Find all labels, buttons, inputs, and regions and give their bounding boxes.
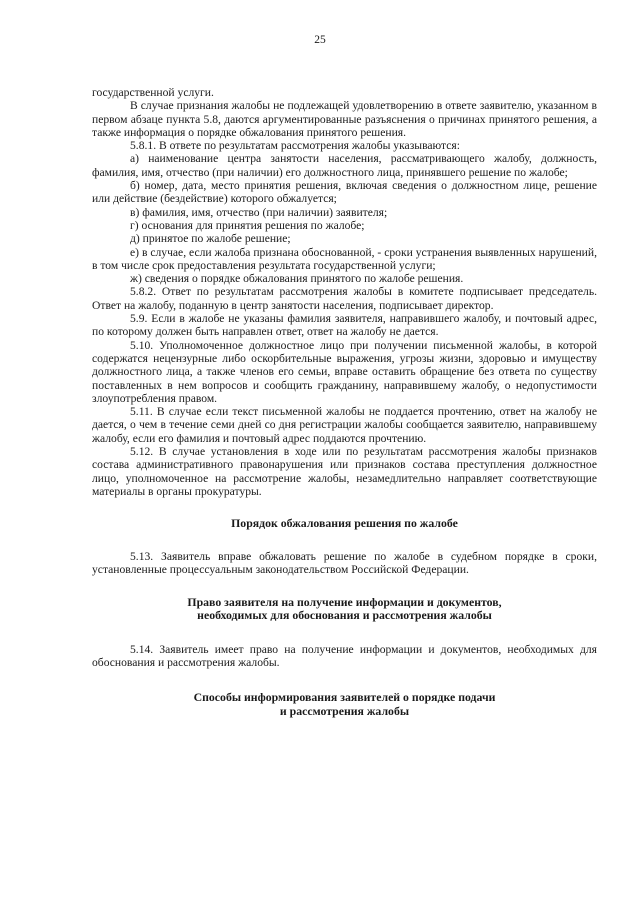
heading-right-to-information-line-2: необходимых для обоснования и рассмотрения жалобы xyxy=(197,608,492,623)
heading-informing-methods xyxy=(92,691,597,718)
paragraph: 5.12. В случае установления в ходе или по результатам рассмотрения жалобы признаков состава административного правонарушения или признаков состава преступления должностное лицо, уполномоченное на рассмотрение жалобы, незамедлительно направляет соответствующие материалы в органы прокуратуры. xyxy=(92,445,597,498)
paragraph: 5.10. Уполномоченное должностное лицо при получении письменной жалобы, в которой содержатся нецензурные либо оскорбительные выражения, угрозы жизни, здоровью и имуществу должностного лица, а также членов его семьи, вправе оставить обращение без ответа по существу поставленных в нем вопросов и сообщить гражданину, направившему жалобу, о недопустимости злоупотребления правом. xyxy=(92,338,597,405)
heading-right-to-information-line-1: Право заявителя на получение информации и документов, xyxy=(187,595,502,610)
paragraph: а) наименование центра занятости населения, рассматривающего жалобу, должность, фамилия, имя, отчество (при наличии) его должностного лица, принявшего решение по жалобе; xyxy=(92,152,597,179)
paragraph: е) в случае, если жалоба признана обоснованной, - сроки устранения выявленных нарушений, в том числе срок предоставления результата государственной услуги; xyxy=(92,245,597,272)
paragraph: 5.8.2. Ответ по результатам рассмотрения жалобы в комитете подписывает председатель. Ответ на жалобу, поданную в центр занятости населения, подписывает директор. xyxy=(92,285,597,312)
paragraph: ж) сведения о порядке обжалования принятого по жалобе решения. xyxy=(130,272,464,286)
paragraph: 5.11. В случае если текст письменной жалобы не поддается прочтению, ответ на жалобу не дается, о чем в течение семи дней со дня регистрации жалобы сообщается заявителю, направившему жалобу, если его фамилия и почтовый адрес поддаются прочтению. xyxy=(92,405,597,445)
paragraph: д) принятое по жалобе решение; xyxy=(130,232,291,246)
paragraph: в) фамилия, имя, отчество (при наличии) заявителя; xyxy=(130,205,388,219)
paragraph: 5.8.1. В ответе по результатам рассмотрения жалобы указываются: xyxy=(130,139,460,153)
paragraph: г) основания для принятия решения по жалобе; xyxy=(130,218,365,232)
heading-right-to-information xyxy=(92,596,597,623)
paragraph: 5.9. Если в жалобе не указаны фамилия заявителя, направившего жалобу, и почтовый адрес, по которому должен быть направлен ответ, ответ на жалобу не дается. xyxy=(92,312,597,339)
paragraph: государственной услуги. xyxy=(92,86,214,99)
paragraph: б) номер, дата, место принятия решения, включая сведения о должностном лице, решение или действие (бездействие) которого обжалуется; xyxy=(92,179,597,206)
page-number: 25 xyxy=(314,34,326,46)
heading-appeal-procedure: Порядок обжалования решения по жалобе xyxy=(231,516,458,531)
heading-informing-methods-line-2: и рассмотрения жалобы xyxy=(279,703,410,718)
paragraph: В случае признания жалобы не подлежащей удовлетворению в ответе заявителю, указанном в первом абзаце пункта 5.8, даются аргументированные разъяснения о причинах принятого решения, а также информация о порядке обжалования принятого решения. xyxy=(92,99,597,139)
document-body xyxy=(92,86,597,718)
section-5-8-paragraphs xyxy=(92,86,597,498)
paragraph-5-13: 5.13. Заявитель вправе обжаловать решение по жалобе в судебном порядке в сроки, установленные процессуальным законодательством Российской Федерации. xyxy=(92,549,597,576)
paragraph-5-14: 5.14. Заявитель имеет право на получение информации и документов, необходимых для обоснования и рассмотрения жалобы. xyxy=(92,642,597,669)
heading-informing-methods-line-1: Способы информирования заявителей о порядке подачи xyxy=(193,690,496,705)
